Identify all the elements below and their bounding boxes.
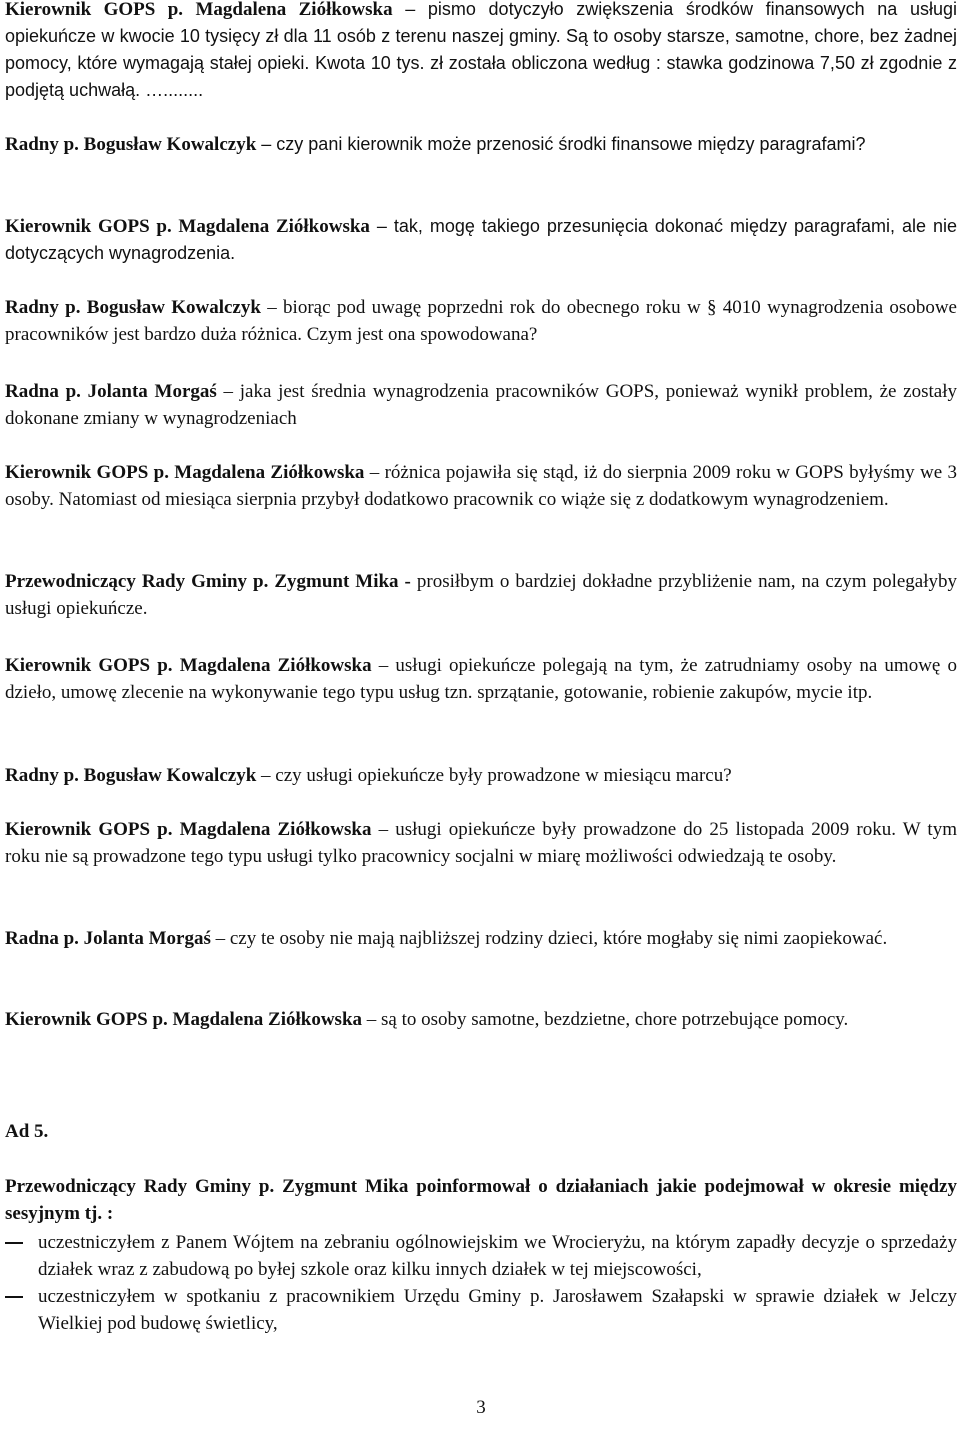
speaker-label: Kierownik GOPS p. Magdalena Ziółkowska bbox=[5, 1009, 363, 1030]
paragraph-text: – biorąc pod uwagę poprzedni rok do obecnego roku w § 4010 wynagrodzenia osobowe pracowników jest bardzo duża różnica. Czym jest ona spowodowana? bbox=[5, 297, 957, 345]
paragraph-text: – czy pani kierownik może przenosić środki finansowe między paragrafami? bbox=[256, 134, 866, 154]
speaker-label: Radna p. Jolanta Morgaś bbox=[5, 381, 217, 402]
paragraph-5 bbox=[5, 378, 957, 432]
speaker-label: Kierownik GOPS p. Magdalena Ziółkowska bbox=[5, 462, 365, 483]
dash-bullet-icon bbox=[5, 1242, 23, 1244]
list-item-text: uczestniczyłem w spotkaniu z pracownikiem Urzędu Gminy p. Jarosławem Szałapski w sprawie działek w Jelczy Wielkiej pod budowę świetlicy, bbox=[38, 1286, 957, 1334]
speaker-label: Radny p. Bogusław Kowalczyk bbox=[5, 134, 257, 155]
paragraph-text: – tak, mogę takiego przesunięcia dokonać między paragrafami, ale nie dotyczących wynagrodzenia. bbox=[5, 216, 957, 263]
speaker-label: Kierownik GOPS p. Magdalena Ziółkowska bbox=[5, 0, 393, 20]
activity-list bbox=[5, 1229, 957, 1337]
speaker-label: Radna p. Jolanta Morgaś bbox=[5, 928, 211, 949]
list-item bbox=[5, 1229, 957, 1283]
paragraph-text: – czy usługi opiekuńcze były prowadzone w miesiącu marcu? bbox=[256, 765, 732, 786]
speaker-label: Radny p. Bogusław Kowalczyk bbox=[5, 297, 261, 318]
list-item-text: uczestniczyłem z Panem Wójtem na zebraniu ogólnowiejskim we Wrocieryżu, na którym zapadły decyzje o sprzedaży działek wraz z zabudową po byłej szkole oraz kilku innych działek w tej miejscowości, bbox=[38, 1232, 957, 1280]
paragraph-7 bbox=[5, 568, 957, 622]
paragraph-text: – są to osoby samotne, bezdzietne, chore potrzebujące pomocy. bbox=[362, 1009, 849, 1030]
paragraph-text: – usługi opiekuńcze polegają na tym, że zatrudniamy osoby na umowę o dzieło, umowę zlecenie na wykonywanie tego typu usług tzn. sprzątanie, gotowanie, robienie zakupów, mycie itp. bbox=[5, 655, 957, 703]
paragraph-4 bbox=[5, 294, 957, 348]
paragraph-12 bbox=[5, 1006, 848, 1033]
paragraph-11 bbox=[5, 925, 887, 952]
paragraph-8 bbox=[5, 652, 957, 706]
list-item bbox=[5, 1283, 957, 1337]
speaker-label: Kierownik GOPS p. Magdalena Ziółkowska bbox=[5, 655, 372, 676]
paragraph-text: – czy te osoby nie mają najbliższej rodziny dzieci, które mogłaby się nimi zaopiekować. bbox=[210, 928, 888, 949]
paragraph-3 bbox=[5, 213, 957, 267]
paragraph-9 bbox=[5, 762, 732, 789]
paragraph-text: prosiłbym o bardziej dokładne przybliżenie nam, na czym polegałyby usługi opiekuńcze. bbox=[5, 571, 957, 619]
section-intro-text: Przewodniczący Rady Gminy p. Zygmunt Mika poinformował o działaniach jakie podejmował w okresie między sesyjnym tj. : bbox=[5, 1176, 957, 1224]
paragraph-2 bbox=[5, 131, 866, 158]
speaker-label: Kierownik GOPS p. Magdalena Ziółkowska bbox=[5, 819, 372, 840]
section-intro bbox=[5, 1173, 957, 1227]
page-number: 3 bbox=[476, 1397, 486, 1418]
paragraph-text: – usługi opiekuńcze były prowadzone do 25 listopada 2009 roku. W tym roku nie są prowadzone tego typu usługi tylko pracownicy socjalni w miarę możliwości odwiedzają te osoby. bbox=[5, 819, 957, 867]
speaker-label: Przewodniczący Rady Gminy p. Zygmunt Mika - bbox=[5, 571, 411, 592]
paragraph-10 bbox=[5, 816, 957, 870]
speaker-label: Radny p. Bogusław Kowalczyk bbox=[5, 765, 257, 786]
paragraph-text: – różnica pojawiła się stąd, iż do sierpnia 2009 roku w GOPS byłyśmy we 3 osoby. Natomiast od miesiąca sierpnia przybył dodatkowo pracownik co wiąże się z dodatkowym wynagrodzeniem. bbox=[5, 462, 957, 510]
paragraph-text: – jaka jest średnia wynagrodzenia pracowników GOPS, ponieważ wynikł problem, że zostały dokonane zmiany w wynagrodzeniach bbox=[5, 381, 957, 429]
speaker-label: Kierownik GOPS p. Magdalena Ziółkowska bbox=[5, 216, 370, 237]
paragraph-6 bbox=[5, 459, 957, 513]
paragraph-1 bbox=[5, 0, 957, 104]
paragraph-text: – pismo dotyczyło zwiększenia środków finansowych na usługi opiekuńcze w kwocie 10 tysięcy zł dla 11 osób z terenu naszej gminy. Są to osoby starsze, samotne, chore, bez żadnej pomocy, które wymagają stałej opieki. Kwota 10 tys. zł została obliczona według : stawka godzinowa 7,50 zł zgodnie z podjętą uchwałą. …........ bbox=[5, 0, 957, 100]
dash-bullet-icon bbox=[5, 1296, 23, 1298]
section-heading: Ad 5. bbox=[5, 1121, 49, 1142]
